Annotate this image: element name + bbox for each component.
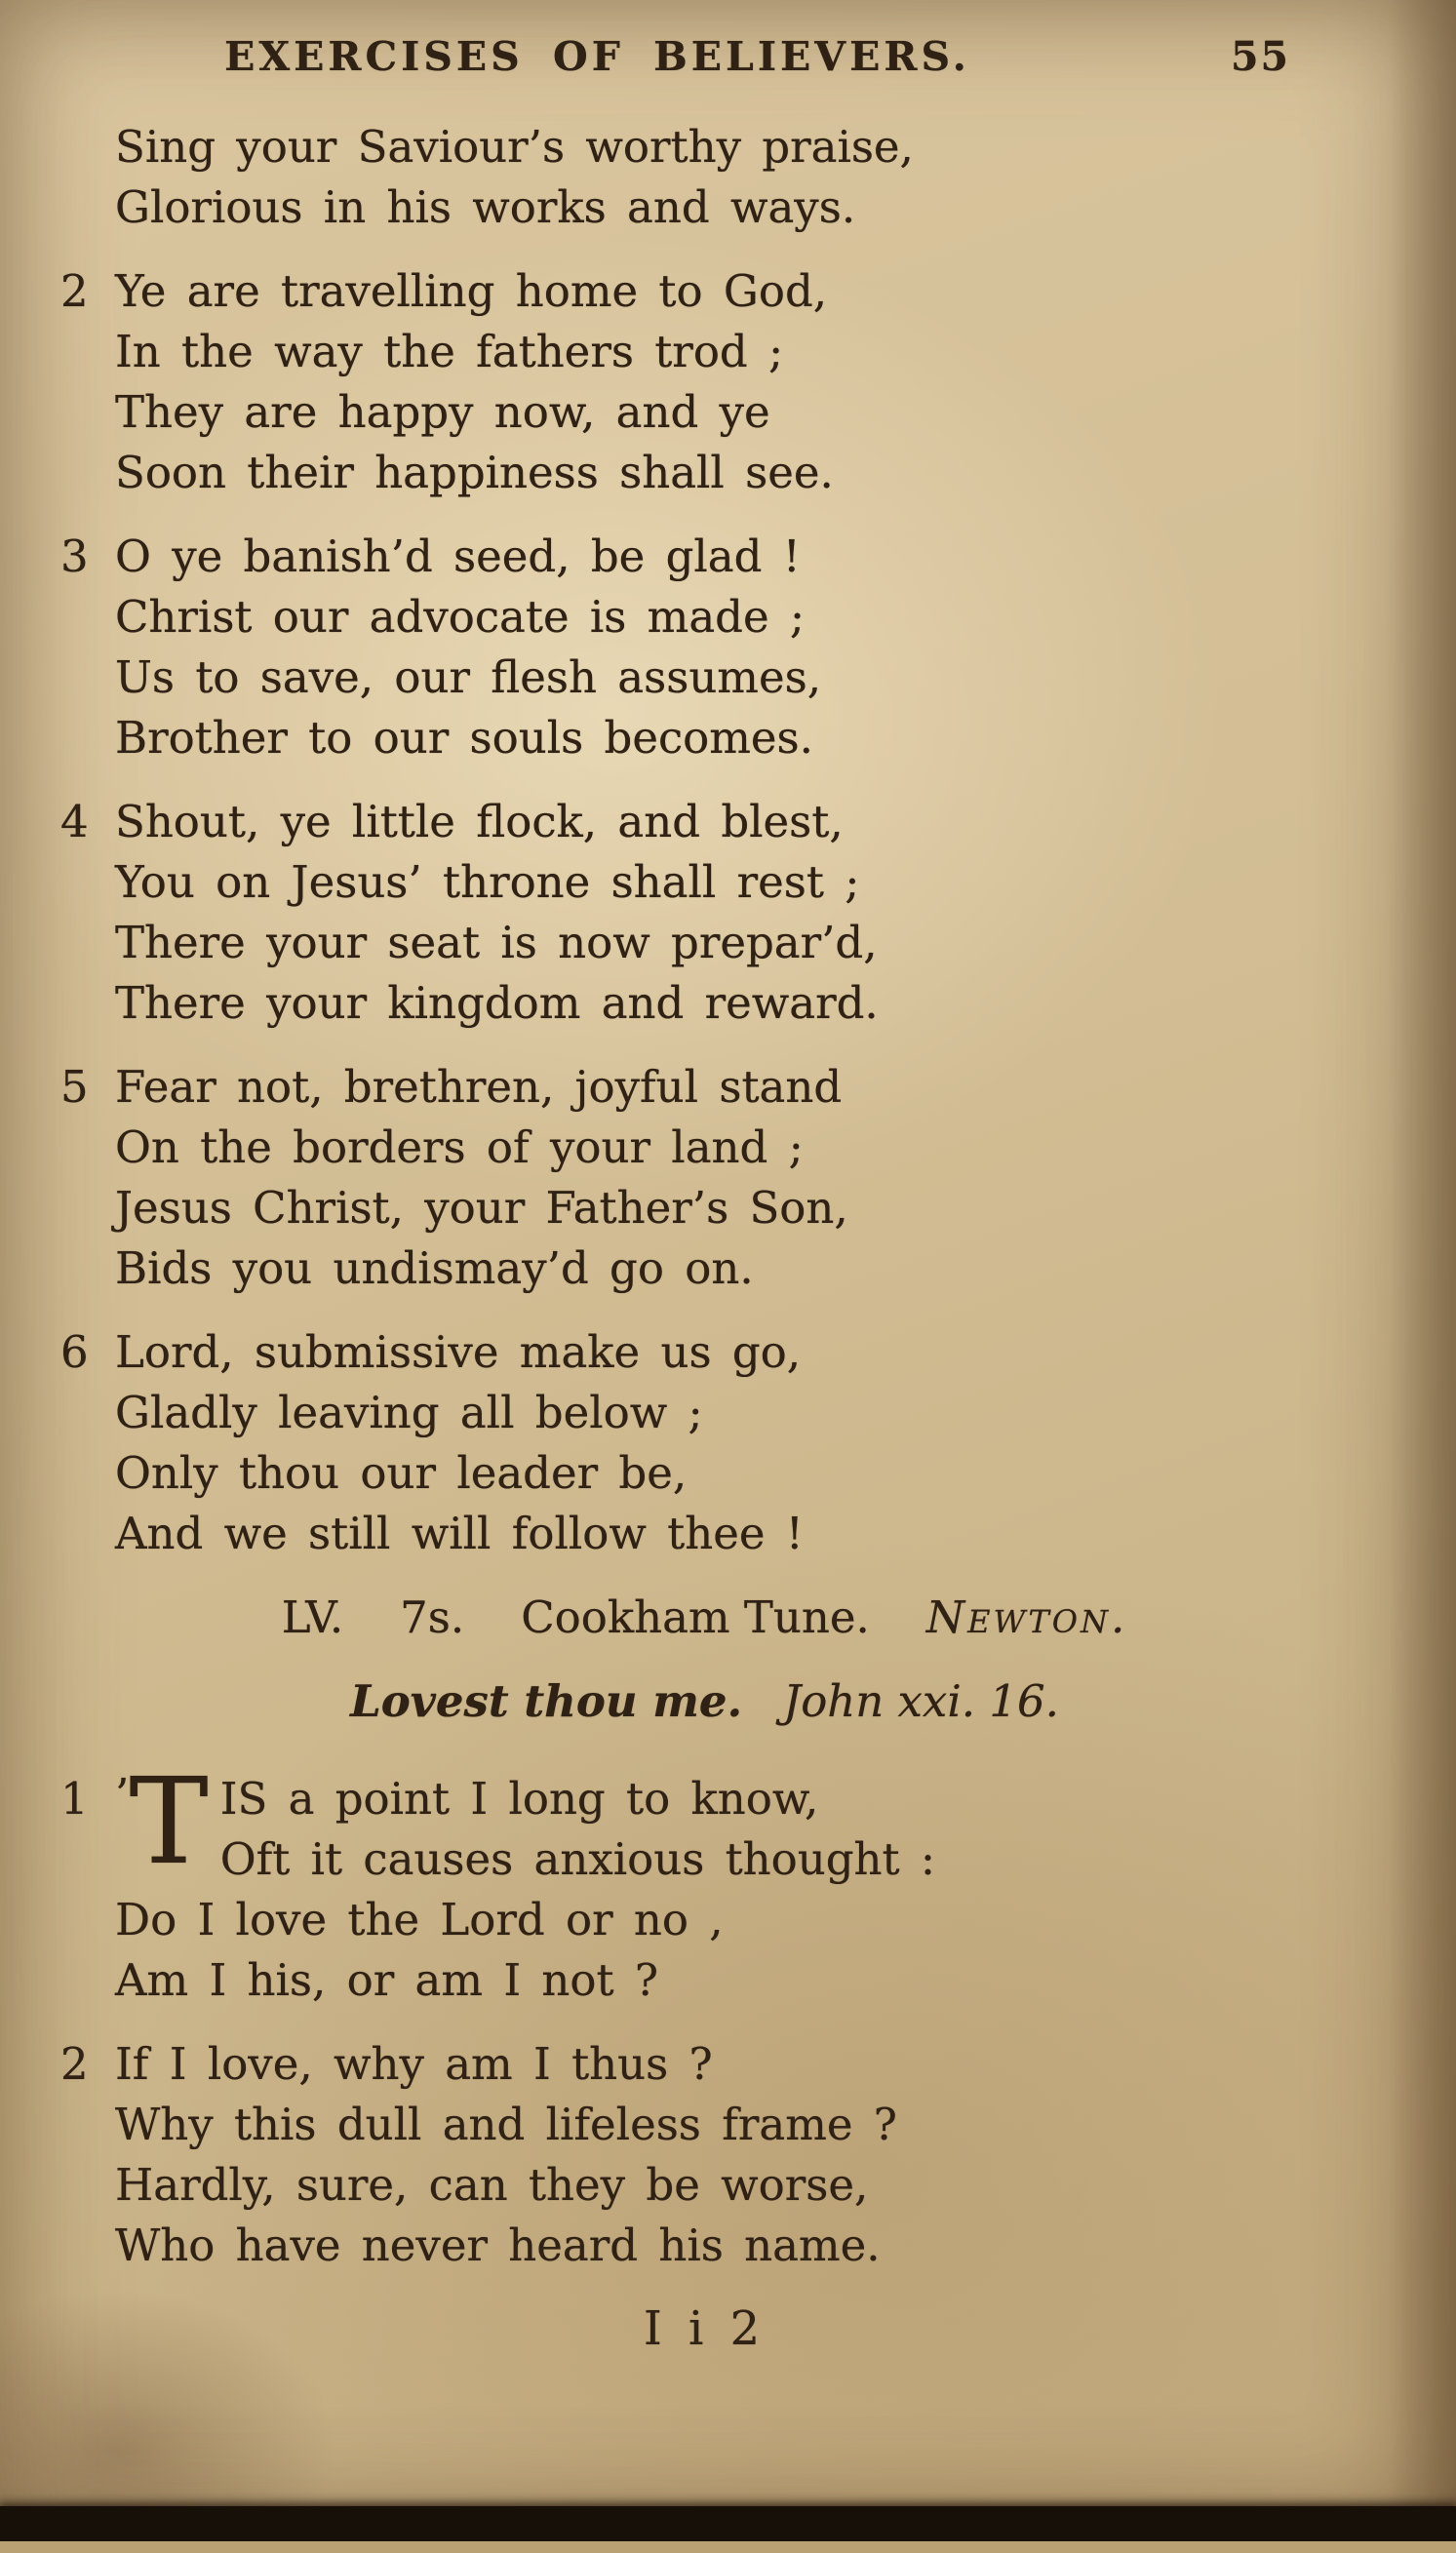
stanza-number: 6 [60, 1326, 89, 1378]
stanza-lines [115, 1752, 1349, 2011]
stanza-number: 2 [60, 265, 89, 317]
hymn-subtitle-text: Lovest thou me. [350, 1675, 743, 1727]
verse-line: And we still will follow thee ! [115, 1508, 804, 1559]
stanza-number: 2 [60, 2038, 89, 2090]
verse-line: Ye are travelling home to God, [115, 265, 828, 317]
verse-line: Do I love the Lord or no , [115, 1894, 724, 1945]
hymn-meter: 7s. [400, 1591, 465, 1643]
verse-line: They are happy now, and ye [115, 386, 770, 438]
page-bottom-strip [0, 2541, 1456, 2553]
verse-line: Only thou our leader be, [115, 1447, 688, 1499]
verse-line: Brother to our souls becomes. [115, 712, 813, 764]
verse-line: Sing your Saviour’s worthy praise, [115, 121, 914, 173]
verse-line: If I love, why am I thus ? [115, 2038, 713, 2090]
verse-line: O ye banish’d seed, be glad ! [115, 530, 801, 582]
verse-line: Christ our advocate is made ; [115, 591, 806, 643]
verse-line: Soon their happiness shall see. [115, 447, 834, 498]
verse-line: There your kingdom and reward. [115, 977, 879, 1029]
verse-line: Why this dull and lifeless frame ? [115, 2099, 897, 2150]
stanza-number [60, 117, 115, 238]
stanza-lines [115, 1322, 1349, 1564]
verse-line: You on Jesus’ throne shall rest ; [115, 856, 860, 908]
stanza-number: 3 [60, 530, 89, 582]
stanza [60, 1057, 1349, 1299]
stanza-number: 5 [60, 1061, 89, 1113]
verse-line: Bids you undismay’d go on. [115, 1242, 754, 1294]
hymn-author: Newton. [925, 1591, 1128, 1643]
dropcap [115, 1752, 209, 1891]
stanza-lines [115, 117, 1349, 238]
stanza [60, 117, 1349, 238]
stanza-number: 4 [60, 796, 89, 847]
page-number: 55 [1230, 33, 1290, 80]
verse-line: There your seat is now prepar’d, [115, 917, 878, 968]
verse-line: Shout, ye little flock, and blest, [115, 796, 844, 847]
stanza-lines [115, 2034, 1349, 2276]
verse-line: Lord, submissive make us go, [115, 1326, 802, 1378]
stanza-number: 1 [60, 1773, 89, 1825]
stanza-lines [115, 1057, 1349, 1299]
dropcap-letter: T [129, 1752, 209, 1891]
stanza [60, 1752, 1349, 2011]
verse-line: Who have never heard his name. [115, 2219, 881, 2271]
verse-line: Us to save, our flesh assumes, [115, 651, 821, 703]
verse-line: Glorious in his works and ways. [115, 181, 856, 233]
verse-line: Hardly, sure, can they be worse, [115, 2159, 869, 2211]
verse-line: IS a point I long to know, [219, 1773, 819, 1825]
hymn-number: LV. [281, 1591, 344, 1643]
stanza-lines [115, 527, 1349, 768]
verse-line: Fear not, brethren, joyful stand [115, 1061, 843, 1113]
stanza [60, 2034, 1349, 2276]
scripture-reference: John xxi. 16. [783, 1675, 1059, 1727]
hymn-lv-subtitle [60, 1671, 1349, 1732]
page-bottom-edge [0, 2506, 1456, 2541]
stanza [60, 527, 1349, 768]
verse-line: In the way the fathers trod ; [115, 326, 784, 377]
hymn-lv-heading [60, 1588, 1349, 1648]
verse-line: On the borders of your land ; [115, 1121, 804, 1173]
hymn-liv-stanzas [60, 117, 1349, 1564]
stanza [60, 261, 1349, 503]
verse-line: Am I his, or am I not ? [115, 1954, 659, 2006]
apostrophe-mark: ’ [115, 1769, 130, 1821]
stanza [60, 792, 1349, 1034]
hymn-tune: Cookham Tune. [521, 1591, 870, 1643]
verse-line: Oft it causes anxious thought : [219, 1833, 936, 1885]
stanza-lines [115, 792, 1349, 1034]
page-header [60, 33, 1349, 90]
verse-line: Jesus Christ, your Father’s Son, [115, 1182, 848, 1234]
stanza [60, 1322, 1349, 1564]
signature-mark: I i 2 [643, 2301, 767, 2356]
page-edge-shadow [1388, 0, 1456, 2553]
hymn-lv-stanzas [60, 1752, 1349, 2276]
verse-line: Gladly leaving all below ; [115, 1387, 703, 1438]
running-header: EXERCISES OF BELIEVERS. [224, 33, 970, 80]
stanza-lines [115, 261, 1349, 503]
